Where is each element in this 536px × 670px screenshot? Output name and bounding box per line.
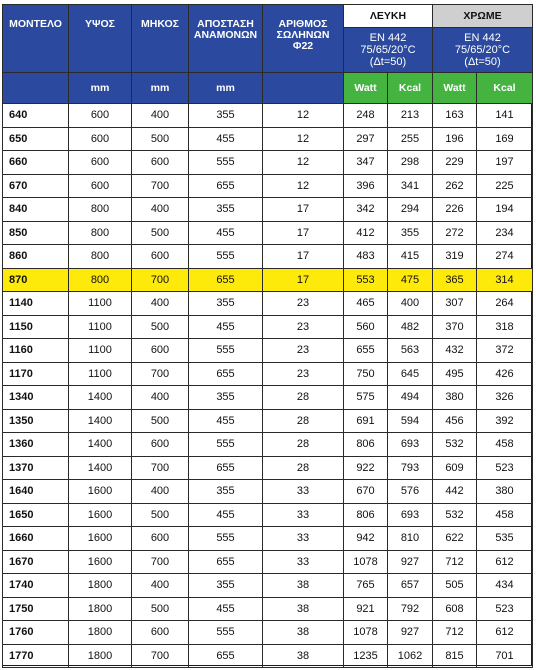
model-cell: 1670	[3, 550, 69, 574]
model-cell: 860	[3, 245, 69, 269]
table-row	[3, 456, 533, 480]
model-cell: 840	[3, 198, 69, 222]
table-cell: 23	[263, 339, 344, 363]
table-cell: 38	[263, 597, 344, 621]
table-cell: 426	[477, 362, 533, 386]
table-cell: 297	[344, 127, 388, 151]
table-cell: 298	[388, 151, 433, 175]
table-cell: 600	[132, 339, 189, 363]
table-cell: 494	[388, 386, 433, 410]
table-cell: 33	[263, 503, 344, 527]
table-cell: 600	[132, 433, 189, 457]
table-cell: 600	[69, 174, 132, 198]
table-cell: 483	[344, 245, 388, 269]
table-cell: 28	[263, 456, 344, 480]
table-cell: 400	[132, 104, 189, 128]
table-cell: 272	[433, 221, 477, 245]
table-row	[3, 268, 533, 292]
table-row	[3, 503, 533, 527]
table-cell: 922	[344, 456, 388, 480]
table-cell: 225	[477, 174, 533, 198]
test-standard-line: 75/65/20°C	[454, 44, 511, 56]
test-standard-label	[433, 28, 533, 73]
table-cell: 609	[433, 456, 477, 480]
table-cell: 800	[69, 198, 132, 222]
table-cell: 355	[189, 386, 263, 410]
table-cell: 33	[263, 480, 344, 504]
table-cell: 455	[189, 409, 263, 433]
table-cell: 927	[388, 550, 433, 574]
table-cell: 213	[388, 104, 433, 128]
table-cell: 657	[388, 574, 433, 598]
table-cell: 655	[189, 550, 263, 574]
table-cell: 600	[132, 527, 189, 551]
table-cell: 400	[132, 574, 189, 598]
table-cell: 380	[433, 386, 477, 410]
table-cell: 655	[189, 174, 263, 198]
table-cell: 347	[344, 151, 388, 175]
test-standard-line: (Δt=50)	[464, 56, 501, 68]
model-cell: 660	[3, 151, 69, 175]
table-cell: 655	[189, 268, 263, 292]
table-cell: 700	[132, 456, 189, 480]
table-row	[3, 527, 533, 551]
table-cell: 400	[388, 292, 433, 316]
table-cell: 655	[189, 456, 263, 480]
table-row	[3, 339, 533, 363]
table-cell: 750	[344, 362, 388, 386]
table-cell: 1800	[69, 644, 132, 668]
table-cell: 380	[477, 480, 533, 504]
table-cell: 17	[263, 198, 344, 222]
table-cell: 806	[344, 433, 388, 457]
table-cell: 400	[132, 386, 189, 410]
table-cell: 800	[69, 245, 132, 269]
table-cell: 576	[388, 480, 433, 504]
model-cell: 1360	[3, 433, 69, 457]
table-cell: 264	[477, 292, 533, 316]
table-cell: 505	[433, 574, 477, 598]
table-cell: 1400	[69, 386, 132, 410]
column-header-label: Φ22	[292, 40, 314, 52]
table-cell: 700	[132, 174, 189, 198]
table-cell: 1235	[344, 644, 388, 668]
table-cell: 355	[189, 198, 263, 222]
table-row	[3, 174, 533, 198]
table-cell: 1600	[69, 503, 132, 527]
table-cell: 355	[189, 480, 263, 504]
table-cell: 927	[388, 621, 433, 645]
table-row	[3, 409, 533, 433]
column-header-label: ΜΗΚΟΣ	[141, 18, 179, 30]
table-cell: 318	[477, 315, 533, 339]
model-cell: 1350	[3, 409, 69, 433]
table-cell: 415	[388, 245, 433, 269]
column-header-label: ΑΝΑΜΟΝΩΝ	[193, 29, 258, 41]
table-row	[3, 315, 533, 339]
table-cell: 12	[263, 104, 344, 128]
table-row	[3, 292, 533, 316]
table-cell: 712	[433, 621, 477, 645]
table-cell: 523	[477, 597, 533, 621]
table-cell: 500	[132, 315, 189, 339]
table-cell: 274	[477, 245, 533, 269]
table-cell: 1600	[69, 527, 132, 551]
model-cell: 1150	[3, 315, 69, 339]
header-row-titles	[3, 5, 533, 28]
table-cell: 307	[433, 292, 477, 316]
column-header-label: ΑΡΙΘΜΟΣ	[278, 18, 328, 30]
table-row	[3, 104, 533, 128]
table-row	[3, 597, 533, 621]
table-cell: 23	[263, 315, 344, 339]
column-header	[189, 5, 263, 73]
table-cell: 38	[263, 644, 344, 668]
table-cell: 234	[477, 221, 533, 245]
output-unit-header: Kcal	[477, 73, 533, 104]
table-cell: 163	[433, 104, 477, 128]
table-cell: 553	[344, 268, 388, 292]
table-cell: 612	[477, 550, 533, 574]
model-cell: 1740	[3, 574, 69, 598]
column-header	[132, 5, 189, 73]
test-standard-line: EN 442	[464, 32, 501, 44]
table-cell: 169	[477, 127, 533, 151]
table-cell: 248	[344, 104, 388, 128]
table-cell: 600	[69, 104, 132, 128]
table-cell: 12	[263, 127, 344, 151]
model-cell: 1140	[3, 292, 69, 316]
column-header-label: ΥΨΟΣ	[85, 18, 115, 30]
table-cell: 12	[263, 174, 344, 198]
table-cell: 555	[189, 621, 263, 645]
table-cell: 314	[477, 268, 533, 292]
table-cell: 458	[477, 503, 533, 527]
header-row-units	[3, 73, 533, 104]
table-cell: 500	[132, 503, 189, 527]
table-cell: 535	[477, 527, 533, 551]
table-cell: 921	[344, 597, 388, 621]
table-cell: 655	[344, 339, 388, 363]
table-cell: 226	[433, 198, 477, 222]
table-cell: 600	[69, 151, 132, 175]
table-cell: 532	[433, 503, 477, 527]
table-cell: 482	[388, 315, 433, 339]
model-cell: 870	[3, 268, 69, 292]
table-cell: 255	[388, 127, 433, 151]
table-cell: 319	[433, 245, 477, 269]
table-cell: 23	[263, 292, 344, 316]
table-row	[3, 386, 533, 410]
table-cell: 523	[477, 456, 533, 480]
table-cell: 612	[477, 621, 533, 645]
test-standard-label	[344, 28, 433, 73]
table-cell: 465	[344, 292, 388, 316]
table-cell: 691	[344, 409, 388, 433]
table-cell: 194	[477, 198, 533, 222]
table-row	[3, 480, 533, 504]
table-row	[3, 151, 533, 175]
table-cell: 458	[477, 433, 533, 457]
table-cell: 372	[477, 339, 533, 363]
table-row	[3, 433, 533, 457]
table-cell: 594	[388, 409, 433, 433]
table-cell: 700	[132, 362, 189, 386]
model-cell: 1640	[3, 480, 69, 504]
table-cell: 455	[189, 315, 263, 339]
table-cell: 608	[433, 597, 477, 621]
table-cell: 555	[189, 339, 263, 363]
table-cell: 355	[189, 292, 263, 316]
output-unit-header: Watt	[344, 73, 388, 104]
table-cell: 456	[433, 409, 477, 433]
model-cell: 670	[3, 174, 69, 198]
table-cell: 28	[263, 433, 344, 457]
table-cell: 560	[344, 315, 388, 339]
table-cell: 555	[189, 151, 263, 175]
column-header-label: ΜΟΝΤΕΛΟ	[9, 18, 62, 30]
table-cell: 670	[344, 480, 388, 504]
column-header-label: ΣΩΛΗΝΩΝ	[276, 29, 330, 41]
radiator-spec-table	[2, 4, 533, 668]
table-cell: 412	[344, 221, 388, 245]
table-cell: 1400	[69, 456, 132, 480]
test-standard-line: 75/65/20°C	[360, 44, 416, 56]
model-cell: 1370	[3, 456, 69, 480]
table-cell: 600	[132, 621, 189, 645]
column-header	[69, 5, 132, 73]
table-cell: 12	[263, 151, 344, 175]
table-cell: 400	[132, 292, 189, 316]
test-standard-line: (Δt=50)	[369, 56, 407, 68]
model-cell: 1160	[3, 339, 69, 363]
table-cell: 17	[263, 245, 344, 269]
output-unit-header: Watt	[433, 73, 477, 104]
table-cell: 455	[189, 127, 263, 151]
table-cell: 500	[132, 409, 189, 433]
table-cell: 1600	[69, 480, 132, 504]
table-row	[3, 221, 533, 245]
model-cell: 1760	[3, 621, 69, 645]
table-cell: 229	[433, 151, 477, 175]
table-cell: 806	[344, 503, 388, 527]
table-cell: 800	[69, 268, 132, 292]
table-cell: 475	[388, 268, 433, 292]
model-cell: 1650	[3, 503, 69, 527]
test-standard-line: EN 442	[369, 32, 407, 44]
table-cell: 655	[189, 362, 263, 386]
table-row	[3, 127, 533, 151]
unit-label	[263, 73, 344, 104]
table-cell: 815	[433, 644, 477, 668]
table-cell: 28	[263, 409, 344, 433]
table-cell: 396	[344, 174, 388, 198]
model-cell: 640	[3, 104, 69, 128]
table-cell: 622	[433, 527, 477, 551]
table-cell: 365	[433, 268, 477, 292]
table-row	[3, 198, 533, 222]
table-cell: 294	[388, 198, 433, 222]
table-cell: 400	[132, 480, 189, 504]
table-cell: 455	[189, 221, 263, 245]
table-cell: 434	[477, 574, 533, 598]
table-cell: 38	[263, 621, 344, 645]
table-cell: 555	[189, 433, 263, 457]
table-cell: 355	[189, 574, 263, 598]
column-header-label: ΑΠΟΣΤΑΣΗ	[197, 18, 254, 30]
table-cell: 693	[388, 433, 433, 457]
table-cell: 17	[263, 221, 344, 245]
table-cell: 532	[433, 433, 477, 457]
table-cell: 942	[344, 527, 388, 551]
unit-label: mm	[69, 73, 132, 104]
table-cell: 326	[477, 386, 533, 410]
table-cell: 700	[132, 644, 189, 668]
table-cell: 1100	[69, 315, 132, 339]
table-cell: 555	[189, 527, 263, 551]
table-cell: 33	[263, 550, 344, 574]
table-cell: 23	[263, 362, 344, 386]
table-cell: 765	[344, 574, 388, 598]
table-cell: 793	[388, 456, 433, 480]
table-cell: 693	[388, 503, 433, 527]
table-cell: 442	[433, 480, 477, 504]
table-cell: 432	[433, 339, 477, 363]
table-cell: 455	[189, 503, 263, 527]
table-row	[3, 550, 533, 574]
table-cell: 700	[132, 550, 189, 574]
table-cell: 196	[433, 127, 477, 151]
table-cell: 341	[388, 174, 433, 198]
table-cell: 141	[477, 104, 533, 128]
table-cell: 1800	[69, 621, 132, 645]
table-cell: 712	[433, 550, 477, 574]
model-cell: 1660	[3, 527, 69, 551]
model-cell: 1170	[3, 362, 69, 386]
table-cell: 500	[132, 221, 189, 245]
table-cell: 700	[132, 268, 189, 292]
model-cell: 850	[3, 221, 69, 245]
table-cell: 655	[189, 644, 263, 668]
unit-label: mm	[132, 73, 189, 104]
model-cell: 1750	[3, 597, 69, 621]
table-cell: 563	[388, 339, 433, 363]
table-cell: 1400	[69, 433, 132, 457]
unit-label	[3, 73, 69, 104]
table-cell: 455	[189, 597, 263, 621]
table-cell: 500	[132, 127, 189, 151]
table-cell: 392	[477, 409, 533, 433]
color-label-white: ΛΕΥΚΗ	[344, 5, 433, 28]
table-cell: 38	[263, 574, 344, 598]
table-cell: 1600	[69, 550, 132, 574]
table-cell: 1100	[69, 339, 132, 363]
table-cell: 355	[388, 221, 433, 245]
table-cell: 197	[477, 151, 533, 175]
table-cell: 495	[433, 362, 477, 386]
table-cell: 342	[344, 198, 388, 222]
table-cell: 400	[132, 198, 189, 222]
table-cell: 1100	[69, 362, 132, 386]
table-cell: 645	[388, 362, 433, 386]
table-row	[3, 362, 533, 386]
table-cell: 17	[263, 268, 344, 292]
table-cell: 1800	[69, 574, 132, 598]
table-cell: 600	[69, 127, 132, 151]
table-cell: 575	[344, 386, 388, 410]
column-header	[3, 5, 69, 73]
table-cell: 555	[189, 245, 263, 269]
column-header	[263, 5, 344, 73]
table-cell: 28	[263, 386, 344, 410]
table-cell: 33	[263, 527, 344, 551]
table-cell: 1078	[344, 550, 388, 574]
table-cell: 1062	[388, 644, 433, 668]
table-cell: 1100	[69, 292, 132, 316]
output-unit-header: Kcal	[388, 73, 433, 104]
table-row	[3, 245, 533, 269]
table-cell: 500	[132, 597, 189, 621]
table-cell: 262	[433, 174, 477, 198]
table-cell: 792	[388, 597, 433, 621]
table-row	[3, 621, 533, 645]
table-cell: 1400	[69, 409, 132, 433]
table-cell: 600	[132, 245, 189, 269]
table-cell: 370	[433, 315, 477, 339]
table-cell: 701	[477, 644, 533, 668]
table-cell: 800	[69, 221, 132, 245]
table-row	[3, 574, 533, 598]
color-label-chrome: ΧΡΩΜΕ	[433, 5, 533, 28]
table-cell: 355	[189, 104, 263, 128]
table-cell: 810	[388, 527, 433, 551]
model-cell: 650	[3, 127, 69, 151]
table-cell: 600	[132, 151, 189, 175]
model-cell: 1340	[3, 386, 69, 410]
table-row	[3, 644, 533, 668]
table-cell: 1800	[69, 597, 132, 621]
model-cell: 1770	[3, 644, 69, 668]
unit-label: mm	[189, 73, 263, 104]
table-cell: 1078	[344, 621, 388, 645]
